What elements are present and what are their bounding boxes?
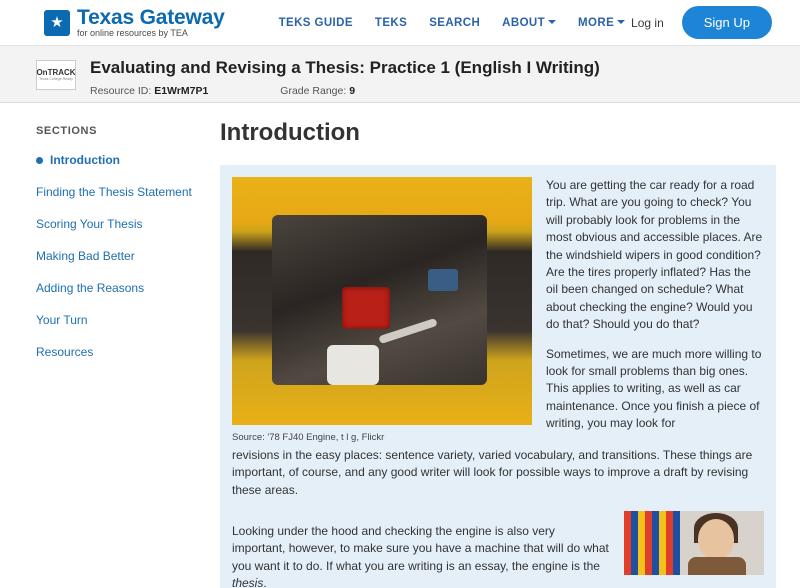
nav-item-more[interactable] — [578, 17, 625, 29]
chevron-down-icon — [617, 20, 625, 24]
page-title: Evaluating and Revising a Thesis: Practice 1 (English I Writing) — [90, 58, 600, 77]
nav-item-search[interactable]: SEARCH — [429, 16, 481, 29]
top-navigation-bar — [0, 0, 800, 46]
resource-header — [0, 46, 800, 103]
sidebar-item-your-turn[interactable]: Your Turn — [36, 313, 88, 327]
sidebar-item-introduction[interactable]: Introduction — [36, 153, 200, 167]
nav-item-teks-guide[interactable]: TEKS GUIDE — [278, 16, 353, 29]
paragraph-1: You are getting the car ready for a road trip. What are you going to check? You will probably look for problems in the most obvious and accessible places. Are the windshield wipers in good condition? Are the tires properly inflated? Has the oil been changed on schedule? What about checking the engine? Would you do that? Should you do that? — [546, 178, 763, 332]
thesis-text-column — [232, 511, 610, 588]
intro-text-wide — [232, 447, 764, 499]
login-link[interactable]: Log in — [631, 15, 664, 30]
nav-item-about-label: ABOUT — [502, 16, 546, 29]
figure-engine — [232, 177, 532, 445]
paragraph-2-continued: revisions in the easy places: sentence variety, varied vocabulary, and transitions. These things are important, of course, and any good writer will look for possible ways to improve a draft by revising these areas. — [232, 447, 753, 497]
page-body — [0, 103, 800, 588]
ontrack-logo-main: OnTRACK — [36, 67, 76, 77]
student-with-artwork-photo — [624, 511, 764, 575]
paragraph-3-part-a: Looking under the hood and checking the engine is also very important, however, to make sure you have a machine that will do what you want it to do. If what you are writing is an essay, the engine is the — [232, 523, 609, 573]
nav-links — [279, 17, 626, 29]
paragraph-3-emphasis: thesis — [232, 576, 264, 588]
grade-range-label: Grade Range: — [280, 84, 347, 97]
nav-right-group — [631, 6, 772, 39]
nav-item-teks[interactable]: TEKS — [374, 16, 408, 29]
car-engine-photo — [232, 177, 532, 425]
lesson-panel — [220, 165, 776, 588]
engine-blue-component-shape — [428, 269, 458, 291]
ontrack-logo-sub: Texas College Ready — [39, 76, 73, 81]
paragraph-3 — [232, 523, 610, 588]
paragraph-3-part-b: . — [263, 576, 267, 588]
sidebar-item-finding-the-thesis-statement[interactable]: Finding the Thesis Statement — [36, 185, 192, 199]
engine-red-component-shape — [342, 287, 390, 329]
sidebar-item-scoring-your-thesis[interactable]: Scoring Your Thesis — [36, 217, 143, 231]
main-content — [200, 103, 800, 588]
paragraph-2: Sometimes, we are much more willing to look for small problems than big ones. This applies to writing, as well as car maintenance. Once you finish a piece of writing, you may look for — [546, 346, 762, 431]
site-title: Texas Gateway — [77, 6, 225, 29]
section-heading: Introduction — [220, 119, 360, 146]
site-logo[interactable] — [44, 7, 225, 38]
resource-id-value: E1WrM7P1 — [154, 84, 209, 97]
intro-row — [232, 177, 764, 445]
resource-id — [90, 85, 208, 97]
sidebar-item-making-bad-better[interactable]: Making Bad Better — [36, 249, 135, 263]
figure-caption: Source: '78 FJ40 Engine, t l g, Flickr — [232, 432, 385, 443]
chevron-down-icon — [548, 20, 556, 24]
ontrack-logo — [36, 60, 76, 90]
sections-sidebar — [0, 103, 200, 588]
site-subtitle: for online resources by TEA — [77, 28, 188, 38]
nav-item-about[interactable] — [502, 17, 556, 29]
star-icon: ★ — [44, 10, 70, 36]
student-face-shape — [698, 519, 734, 559]
grade-range-value: 9 — [349, 84, 356, 97]
nav-item-more-label: MORE — [578, 16, 615, 29]
resource-meta — [90, 85, 600, 97]
sidebar-item-adding-the-reasons[interactable]: Adding the Reasons — [36, 281, 145, 295]
student-body-shape — [688, 557, 746, 575]
resource-id-label: Resource ID: — [90, 84, 152, 97]
artwork-shape — [624, 511, 680, 575]
intro-text-column — [546, 177, 764, 445]
signup-button[interactable]: Sign Up — [682, 6, 772, 39]
thesis-row — [232, 511, 764, 588]
engine-white-component-shape — [327, 345, 379, 385]
sidebar-item-resources[interactable]: Resources — [36, 345, 94, 359]
sidebar-heading: SECTIONS — [36, 125, 98, 137]
grade-range — [280, 85, 355, 97]
